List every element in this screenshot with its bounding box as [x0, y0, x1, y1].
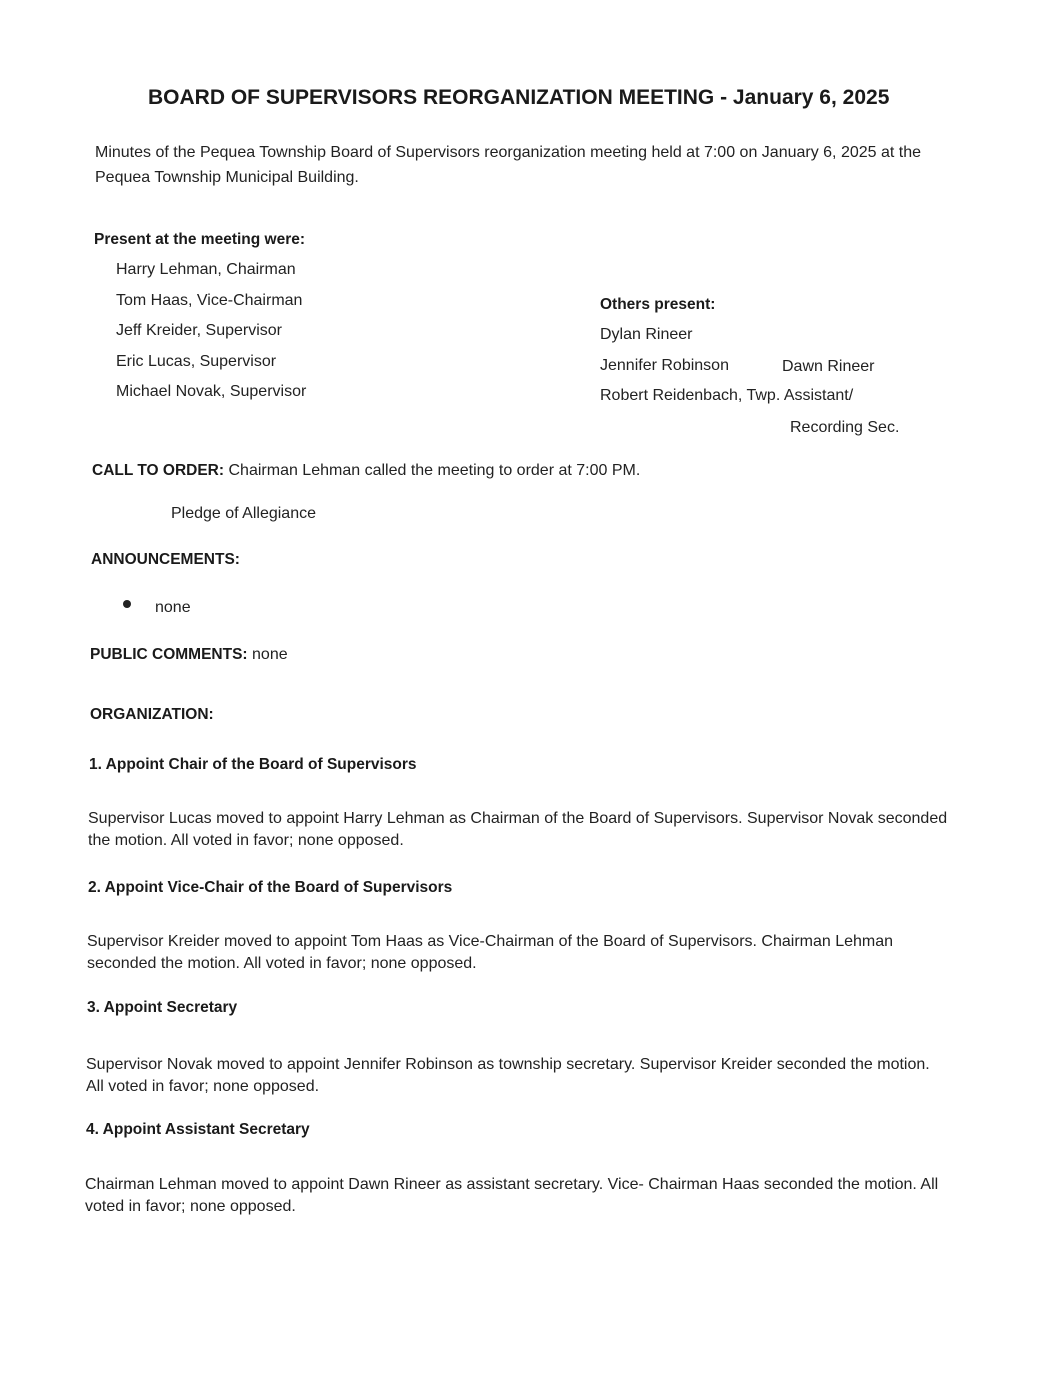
others-name: Dylan Rineer	[600, 326, 693, 343]
present-member: Michael Novak, Supervisor	[116, 383, 307, 400]
others-name: Robert Reidenbach, Twp. Assistant/	[600, 387, 854, 404]
intro-paragraph: Minutes of the Pequea Township Board of Supervisors reorganization meeting held at 7:00 on January 6, 2025 at the Pequea Township Municipal Building.	[95, 144, 922, 186]
org-item-heading: 1. Appoint Chair of the Board of Supervisors	[89, 756, 417, 773]
present-member: Harry Lehman, Chairman	[116, 261, 296, 278]
present-member: Jeff Kreider, Supervisor	[116, 322, 283, 339]
announcements-heading: ANNOUNCEMENTS:	[91, 551, 240, 568]
public-comments	[90, 646, 288, 664]
present-heading: Present at the meeting were:	[94, 231, 306, 248]
page-title: BOARD OF SUPERVISORS REORGANIZATION MEETING - January 6, 2025	[148, 86, 890, 109]
organization-heading: ORGANIZATION:	[90, 706, 214, 723]
present-member: Tom Haas, Vice-Chairman	[116, 292, 303, 309]
bullet-icon	[123, 600, 131, 608]
others-name: Dawn Rineer	[782, 358, 875, 375]
call-to-order	[92, 462, 640, 480]
others-name: Jennifer Robinson	[600, 357, 729, 374]
pledge-text: Pledge of Allegiance	[171, 505, 316, 522]
org-item-text: Supervisor Novak moved to appoint Jennifer Robinson as township secretary. Supervisor Kreider seconded the motion. All voted in favor; none opposed.	[86, 1056, 930, 1095]
others-name: Recording Sec.	[790, 419, 900, 436]
others-heading: Others present:	[600, 296, 716, 313]
org-item-text: Supervisor Kreider moved to appoint Tom Haas as Vice-Chairman of the Board of Supervisors. Chairman Lehman seconded the motion. All voted in favor; none opposed.	[87, 933, 894, 972]
public-comments-label: PUBLIC COMMENTS:	[90, 646, 248, 663]
public-comments-text: none	[252, 646, 288, 663]
present-member: Eric Lucas, Supervisor	[116, 353, 277, 370]
announcement-item: none	[155, 599, 191, 616]
org-item-text: Chairman Lehman moved to appoint Dawn Rineer as assistant secretary. Vice- Chairman Haas seconded the motion. All voted in favor; none opposed.	[85, 1176, 939, 1215]
call-to-order-text: Chairman Lehman called the meeting to order at 7:00 PM.	[228, 462, 641, 479]
org-item-heading: 4. Appoint Assistant Secretary	[86, 1121, 310, 1138]
org-item-heading: 2. Appoint Vice-Chair of the Board of Supervisors	[88, 879, 453, 896]
org-item-text: Supervisor Lucas moved to appoint Harry Lehman as Chairman of the Board of Supervisors. Supervisor Novak seconded the motion. All voted in favor; none opposed.	[88, 810, 948, 849]
org-item-heading: 3. Appoint Secretary	[87, 999, 238, 1016]
call-to-order-label: CALL TO ORDER:	[92, 462, 225, 479]
